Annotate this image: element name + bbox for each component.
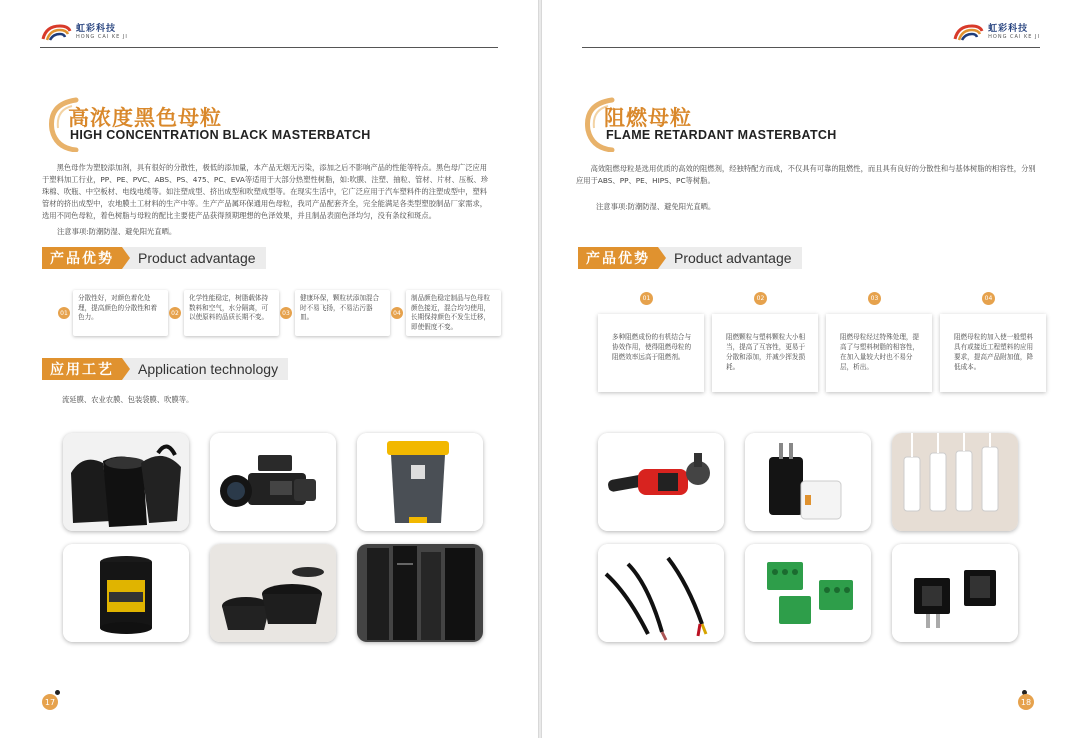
- photo-electric-cables: [598, 544, 724, 642]
- photo-black-plastic-bowls: [210, 544, 336, 642]
- brand-name-en: HONG CAI KE JI: [988, 33, 1040, 40]
- advantage-text: 制品颜色稳定制品与色母粒颜色接近，混合均匀使用，长期保持颜色不发生迁移，即使假度不变。: [406, 290, 501, 336]
- advantage-text: 分散性好，对颜色着化处理，提高颜色的分散性和着色力。: [73, 290, 168, 336]
- brand-name-cn: 虹彩科技: [76, 23, 117, 34]
- page-header: [40, 22, 498, 48]
- advantage-card: [940, 292, 1046, 392]
- advantage-number: 02: [754, 292, 767, 305]
- advantage-card: [826, 292, 932, 392]
- title-cn: 高浓度黑色母粒: [68, 106, 222, 130]
- advantage-header-cn: 产品优势: [578, 247, 658, 269]
- advantage-text: 化学性能稳定，树脂载体持数料和空气，水分隔离，可以使原料的品质长期不变。: [184, 290, 279, 336]
- advantage-number: 04: [982, 292, 995, 305]
- brand-name-en: HONG CAI KE JI: [76, 33, 128, 40]
- page-right: [542, 0, 1080, 738]
- advantage-card: [712, 292, 818, 392]
- photo-black-garbage-bags: [63, 433, 189, 531]
- photo-trash-bin: [357, 433, 483, 531]
- page-number: 18: [1018, 694, 1034, 710]
- title-cn: 阻燃母粒: [604, 106, 692, 130]
- advantage-card: [391, 290, 501, 336]
- page-left: [0, 0, 538, 738]
- rainbow-logo-icon: [40, 22, 72, 42]
- care-note: 注意事项:防潮防湿、避免阳光直晒。: [57, 227, 177, 236]
- photo-paint-bucket: [63, 544, 189, 642]
- photo-green-terminal-blocks: [745, 544, 871, 642]
- photo-black-plastic-bags: [357, 544, 483, 642]
- rainbow-logo-icon: [952, 22, 984, 42]
- advantage-header-en: Product advantage: [658, 247, 802, 269]
- brand-name-cn: 虹彩科技: [988, 23, 1029, 34]
- advantage-text: 阻燃颗粒与塑料颗粒大小相当，提高了互容性，更易于分散和添加，并减少挥发损耗。: [712, 314, 818, 392]
- application-header-en: Application technology: [122, 358, 288, 380]
- product-description: 高效阻燃母粒是选用优质的高效的阻燃剂，经独特配方而成，不仅具有可靠的阻燃性，而且具有良好的分散性和与基体树脂的相容性，分别应用于ABS、PP、PE、HIPS、PC等树脂。: [576, 164, 1036, 185]
- advantage-card: [598, 292, 704, 392]
- advantage-header-en: Product advantage: [122, 247, 266, 269]
- advantage-card: [58, 290, 168, 336]
- brand-logo: [40, 22, 128, 42]
- advantage-header: [578, 247, 802, 269]
- photo-power-strips: [892, 433, 1018, 531]
- advantage-header-cn: 产品优势: [42, 247, 122, 269]
- advantage-card: [280, 290, 390, 336]
- application-header: [42, 358, 288, 380]
- advantage-text: 阻燃母粒经过特殊处理，提高了与塑料树脂的相容性，在加入量较大时也不易分层，析出。: [826, 314, 932, 392]
- advantage-number: 01: [640, 292, 653, 305]
- page-number: 17: [42, 694, 58, 710]
- care-note: 注意事项:防潮防湿、避免阳光直晒。: [596, 202, 716, 211]
- advantage-text: 健康环保，颗粒状添加混合时不易飞扬，不易沾污器皿。: [295, 290, 390, 336]
- application-text: 流延膜、农业农膜、包装袋膜、吹膜等。: [62, 395, 194, 404]
- advantage-number: 04: [391, 307, 403, 319]
- advantage-card: [169, 290, 279, 336]
- photo-rocker-switches: [892, 544, 1018, 642]
- advantage-number: 03: [280, 307, 292, 319]
- title-en: FLAME RETARDANT MASTERBATCH: [606, 128, 837, 142]
- photo-angle-grinder: [598, 433, 724, 531]
- application-header-cn: 应用工艺: [42, 358, 122, 380]
- advantage-number: 03: [868, 292, 881, 305]
- brand-logo: [952, 22, 1040, 42]
- advantage-number: 01: [58, 307, 70, 319]
- advantage-text: 阻燃母粒的加入使一般塑料具有或接近工程塑料的应用要求，提高产品附加值，降低成本。: [940, 314, 1046, 392]
- photo-phone-chargers: [745, 433, 871, 531]
- advantage-header: [42, 247, 266, 269]
- photo-video-camera: [210, 433, 336, 531]
- advantage-text: 多种阻燃成份的有机结合与协效作用，使得阻燃母粒的阻燃效率远高于阻燃剂。: [598, 314, 704, 392]
- page-header: [582, 22, 1040, 48]
- product-description: 黑色母作为塑胶添加剂，具有很好的分散性，极低的添加量，本产品无烟无污染，添加之后不影响产品的性能等特点。黑色母广泛应用于塑料加工行业，PP、PE、PVC、ABS、PS、475、PC、EVA等适用于大部分热塑性树脂，如:吹膜、注塑、抽粒、管材、片材、压板、珍珠棉、吹瓶、中空板材、电线电缆等。如注塑成型、挤出成型和吹塑成型等。在现实生活中，它广泛应用于汽车塑料件的注塑成型中，塑料管材的挤出成型中，农地膜土工材料的生产中等。生产产品属环保通用色母粒，我司产品配套齐全，完全能满足各类型塑胶制品厂家需求，选用不同色母粒，着色树脂与母粒的配比主要使产品获得预期理想的色泽效果，并且制品表面色泽均匀，没有条纹和斑点。: [42, 163, 489, 220]
- title-en: HIGH CONCENTRATION BLACK MASTERBATCH: [70, 128, 371, 142]
- advantage-number: 02: [169, 307, 181, 319]
- page-dot-icon: [55, 690, 60, 695]
